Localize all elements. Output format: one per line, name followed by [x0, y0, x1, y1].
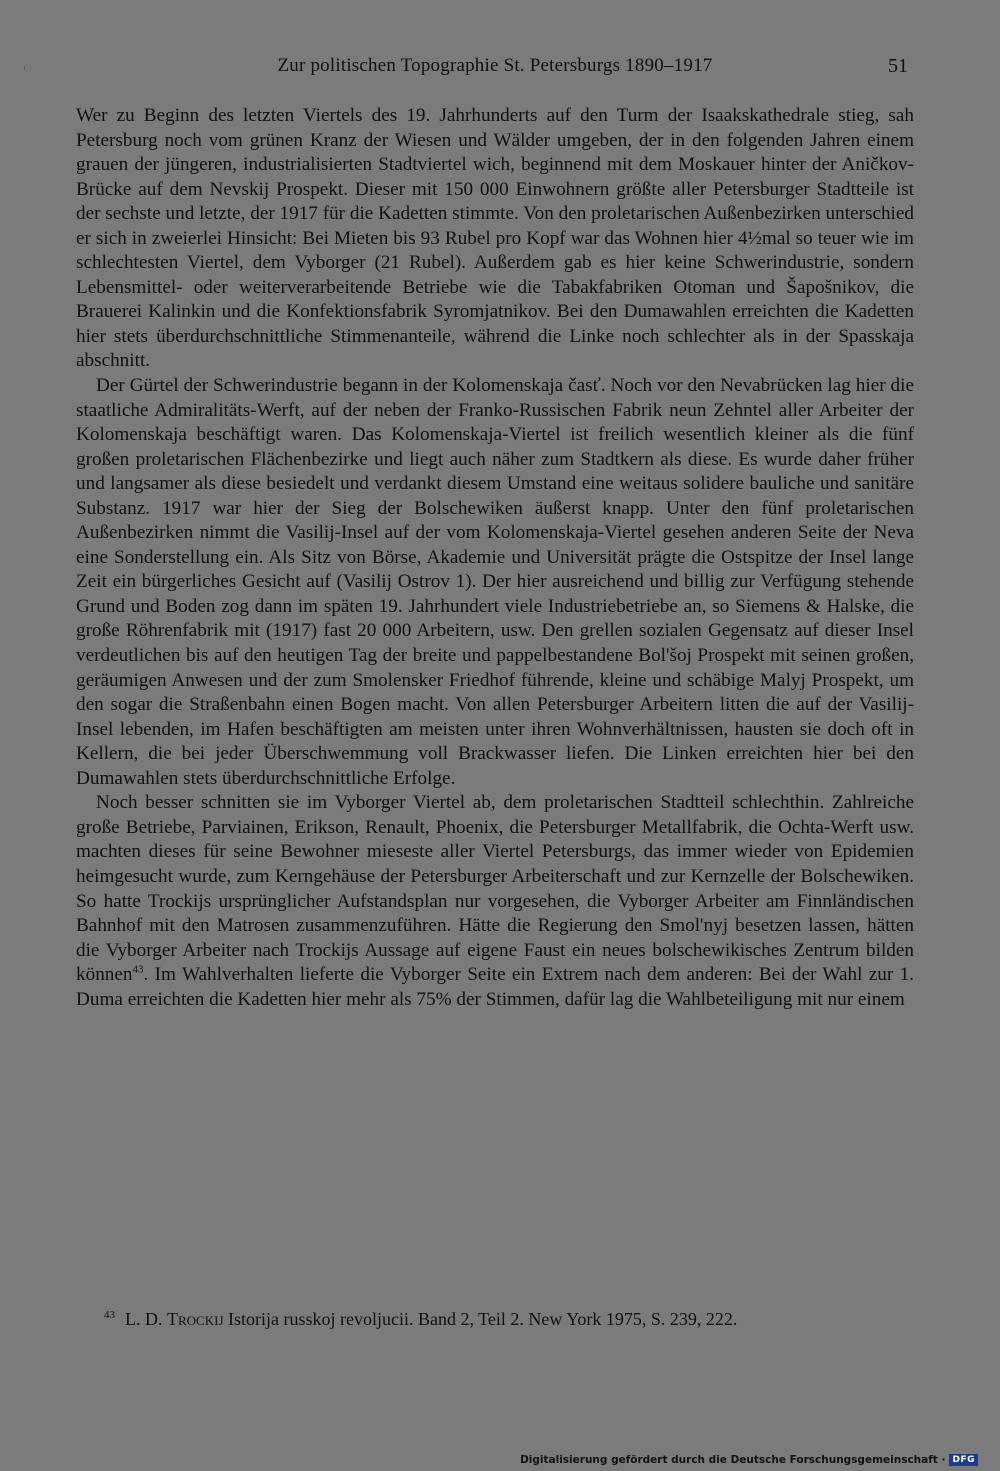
paragraph-3 — [76, 791, 914, 1012]
paragraph-2: Der Gürtel der Schwerindustrie begann in der Kolomenskaja časť. Noch vor den Nevabrücken lag hier die staatliche Admiralitäts-Werft, auf der neben der Franko-Russischen Fabrik neun Zehntel aller Arbeiter der Kolomenskaja beschäftigt waren. Das Kolomenskaja-Viertel ist freilich wesentlich kleiner als die fünf großen proletarischen Flächenbezirke und liegt auch näher zum Stadtkern als diese. Es wurde daher früher und langsamer als diese besiedelt und verdankt diesem Umstand eine weitaus solidere bauliche und sanitäre Substanz. 1917 war hier der Sieg der Bolschewiken äußerst knapp. Unter den fünf proletarischen Außenbezirken nimmt die Vasilij-Insel auf der vom Kolomenskaja-Viertel gesehen anderen Seite der Neva eine Sonderstellung ein. Als Sitz von Börse, Akademie und Universität prägte die Ostspitze der Insel lange Zeit ein bürgerliches Gesicht auf (Vasilij Ostrov 1). Der hier ausreichend und billig zur Verfügung stehende Grund und Boden zog dann im späten 19. Jahrhundert viele Industriebetriebe an, so Siemens & Halske, die große Röhrenfabrik mit (1917) fast 20 000 Arbeitern, usw. Den grellen sozialen Gegensatz auf dieser Insel verdeutlichen bis auf den heutigen Tag der breite und pappelbestandene Bol'šoj Prospekt mit seinen großen, geräumigen Anwesen und der zum Smolensker Friedhof führende, kleine und schäbige Malyj Prospekt, um den sogar die Straßenbahn einen Bogen macht. Von allen Petersburger Arbeitern litten die auf der Vasilij-Insel lebenden, im Hafen beschäftigten am meisten unter ihren Wohnverhältnissen, hausten sie doch oft in Kellern, die bei jeder Überschwemmung voll Brackwasser liefen. Die Linken erreichten hier bei den Dumawahlen stets überdurchschnittliche Erfolge. — [76, 375, 914, 789]
paragraph-3-text-b: . Im Wahlverhalten lieferte die Vyborger Seite ein Extrem nach dem anderen: Bei der Wahl zur 1. Duma erreichten die Kadetten hier mehr als 75% der Stimmen, dafür lag die Wahlbeteiligung mit nur einem — [76, 964, 914, 1010]
footnote-author-surname: Trockij — [167, 1309, 224, 1329]
footnote-number: 43 — [104, 1309, 115, 1321]
page-number: 51 — [888, 55, 908, 77]
scan-speck — [24, 66, 25, 70]
running-title: Zur politischen Topographie St. Petersburgs 1890–1917 — [277, 55, 713, 76]
digitization-credit — [520, 1452, 978, 1468]
paragraph-1: Wer zu Beginn des letzten Viertels des 19. Jahrhunderts auf den Turm der Isaakskathedrale stieg, sah Petersburg noch vom grünen Kranz der Wiesen und Wälder umgeben, der in den folgenden Jahren einem grauen der jüngeren, industrialisierten Stadtviertel wich, beginnend mit dem Moskauer hinter der Aničkov-Brücke auf dem Nevskij Prospekt. Dieser mit 150 000 Einwohnern größte aller Petersburger Stadtteile ist der sechste und letzte, der 1917 für die Kadetten stimmte. Von den proletarischen Außenbezirken unterschied er sich in zweierlei Hinsicht: Bei Mieten bis 93 Rubel pro Kopf war das Wohnen hier 4½mal so teuer wie im schlechtesten Viertel, dem Vyborger (21 Rubel). Außerdem gab es hier keine Schwerindustrie, sondern Lebensmittel- oder weiterverarbeitende Betriebe wie die Tabakfabriken Otoman und Šapošnikov, die Brauerei Kalinkin und die Konfektionsfabrik Syromjatnikov. Bei den Dumawahlen erreichten die Kadetten hier stets überdurchschnittliche Stimmenanteile, während die Linke noch schlechter als in der Spasskaja abschnitt. — [76, 105, 914, 372]
running-header — [76, 55, 914, 85]
credit-text: Digitalisierung gefördert durch die Deutsche Forschungsgemeinschaft · — [520, 1454, 946, 1466]
footnote-reference[interactable]: 43 — [132, 963, 144, 976]
body-text — [76, 104, 914, 1012]
dfg-logo[interactable]: DFG — [949, 1454, 978, 1466]
footnote-citation: Istorija russkoj revoljucii. Band 2, Teil 2. New York 1975, S. 239, 222. — [228, 1309, 738, 1329]
paragraph-3-text-a: Noch besser schnitten sie im Vyborger Viertel ab, dem proletarischen Stadtteil schlechthin. Zahlreiche große Betriebe, Parviainen, Erikson, Renault, Phoenix, die Petersburger Metallfabrik, die Ochta-Werft usw. machten dieses für seine Bewohner mieseste aller Viertel Petersburgs, das immer wieder von Epidemien heimgesucht wurde, zum Kerngehäuse der Petersburger Arbeiterschaft und zur Kernzelle der Bolschewiken. So hatte Trockijs ursprünglicher Aufstandsplan nur vorgesehen, die Vyborger Arbeiter am Finnländischen Bahnhof mit den Matrosen zusammenzuführen. Hätte die Regierung den Smol'nyj besetzen lassen, hätten die Vyborger Arbeiter nach Trockijs Aussage auf eigene Faust ein neues bolschewikisches Zentrum bilden können — [76, 792, 914, 986]
footnote-author-initials: L. D. — [125, 1309, 163, 1329]
footnote — [76, 1307, 914, 1331]
